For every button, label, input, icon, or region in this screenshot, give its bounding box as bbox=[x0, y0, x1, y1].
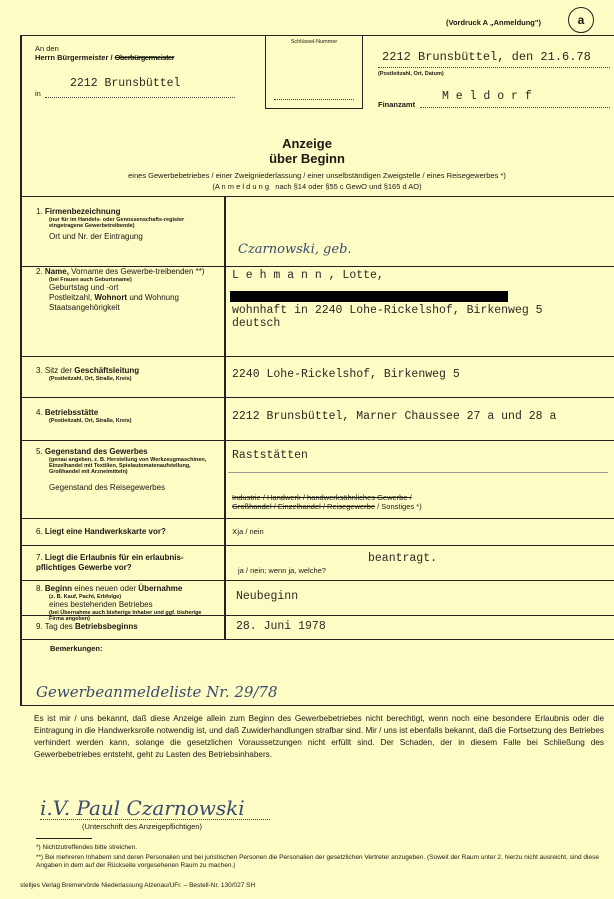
row-2-label: 2. Name, Vorname des Gewerbe-treibenden **) (bei Frauen auch Geburtsname) Geburtstag und -ort Postleitzahl, Wohnort und Wohnung Staatsangehörigkeit bbox=[36, 267, 205, 312]
an-den-label: An den bbox=[35, 44, 59, 53]
subtitle: eines Gewerbebetriebes / einer Zweigniederlassung / einer unselbständigen Zweigstelle / eines Reisegewerbes *) bbox=[128, 171, 506, 180]
redaction-bar bbox=[230, 291, 508, 302]
row-9-value[interactable]: 28. Juni 1978 bbox=[236, 620, 326, 633]
row-4-label: 4. Betriebsstätte (Postleitzahl, Ort, Straße, Kreis) bbox=[36, 408, 132, 424]
legal-basis: (A n m e l d u n g nach §14 oder §55 c GewO und §165 d AO) bbox=[212, 182, 422, 191]
declaration-text: Es ist mir / uns bekannt, daß diese Anzeige allein zum Beginn des Gewerbebetriebes nicht berechtigt, wenn noch eine besondere Erlaubnis oder die Eintragung in die Handwerksrolle notwendig ist, und daß Zuwiderhandlungen strafbar sind. Mir / uns ist ebenfalls bekannt, daß die Fortsetzung des Betriebes verhindert werden kann, solange die gesetzlichen Voraussetzungen nicht erfüllt sind. Der Schaden, der in diesem Falle bei Schließung des Gewerbebetriebes entsteht, geht zu Lasten des Betriebsinhabers. bbox=[34, 714, 604, 759]
in-value[interactable]: 2212 Brunsbüttel bbox=[70, 77, 181, 90]
row-2-hand-note: Czarnowski, geb. bbox=[238, 242, 352, 257]
row-2-name-value[interactable]: L e h m a n n , Lotte, bbox=[232, 269, 384, 282]
row-2-address-value[interactable]: wohnhaft in 2240 Lohe-Rickelshof, Birkenweg 5 bbox=[232, 304, 543, 317]
row-7-options: ja / nein; wenn ja, welche? bbox=[238, 566, 326, 575]
row-6-value: xja / nein bbox=[232, 527, 264, 537]
row-2-nationality-value[interactable]: deutsch bbox=[232, 317, 281, 330]
row-5-label: 5. Gegenstand des Gewerbes (genau angeben, z. B. Herstellung von Werkzeugmaschinen, Einzelhandel mit Textilien, Spielautomatenaufstellung, Großhandel mit Arzneimitteln) Gegenstand des Reisegewerbes bbox=[36, 447, 207, 492]
publisher-line: stelljes Verlag Bremervörde Niederlassung Alzenau/UFr. – Bestell-Nr. 130/027 SH bbox=[20, 882, 256, 889]
footnote-1: *) Nichtzutreffendes bitte streichen. bbox=[36, 844, 138, 851]
row-6-label: 6. Liegt eine Handwerkskarte vor? bbox=[36, 527, 166, 536]
signature[interactable]: i.V. Paul Czarnowski bbox=[40, 796, 245, 820]
place-date-value[interactable]: 2212 Brunsbüttel, den 21.6.78 bbox=[382, 50, 591, 64]
row-4-value[interactable]: 2212 Brunsbüttel, Marner Chaussee 27 a und 28 a bbox=[232, 410, 557, 423]
schluessel-label: Schlüssel-Nummer bbox=[290, 39, 338, 45]
form-label: (Vordruck A „Anmeldung") bbox=[446, 18, 541, 27]
addressee: Herrn Bürgermeister / Oberbürgermeister bbox=[35, 53, 175, 62]
row-3-label: 3. Sitz der Geschäftsleitung (Postleitzahl, Ort, Straße, Kreis) bbox=[36, 366, 140, 382]
finanzamt-label: Finanzamt bbox=[378, 100, 416, 109]
in-label: in bbox=[35, 89, 41, 98]
place-date-label: (Postleitzahl, Ort, Datum) bbox=[378, 71, 444, 77]
footnote-2: **) Bei mehreren Inhabern sind deren Personalien und bei juristischen Personen die Personalien der gesetzlichen Vertreter anzugeben. (Soweit der Raum unter 2. hierzu nicht ausreicht, sind diese Angaben in dem auf der Rückseite vorgesehenen Raum zu machen.) bbox=[36, 854, 599, 869]
row-7-value[interactable]: beantragt. bbox=[368, 552, 438, 565]
row-3-value[interactable]: 2240 Lohe-Rickelshof, Birkenweg 5 bbox=[232, 368, 460, 381]
row-1-label: 1. Firmenbezeichnung (nur für im Handels- oder Genossenschafts-register eingetragene Gewerbetreibende) Ort und Nr. der Eintragung bbox=[36, 207, 185, 241]
row-9-label: 9. Tag des Betriebsbeginns bbox=[36, 622, 138, 631]
title-line1: Anzeige bbox=[282, 136, 332, 151]
form-letter-badge: a bbox=[568, 7, 594, 33]
row-8-label: 8. Beginn eines neuen oder Übernahme (z. B. Kauf, Pacht, Erbfolge) eines bestehenden Betriebes (bei Übernahme auch bisherige Inhaber und ggf. bisherige Firma angeben) bbox=[36, 584, 202, 622]
row-8-value[interactable]: Neubeginn bbox=[236, 590, 299, 603]
row-5-value[interactable]: Raststätten bbox=[232, 449, 308, 462]
remarks-hand-value[interactable]: Gewerbeanmeldeliste Nr. 29/78 bbox=[36, 683, 278, 701]
signature-label: (Unterschrift des Anzeigepflichtigen) bbox=[82, 822, 203, 831]
row-7-label: 7. Liegt die Erlaubnis für ein erlaubnis-pflichtiges Gewerbe vor? bbox=[36, 553, 184, 572]
finanzamt-value[interactable]: M e l d o r f bbox=[442, 90, 532, 103]
reisegewerbe-options: Industrie / Handwerk / handwerksähnliches Gewerbe / Großhandel / Einzelhandel / Reisegewerbe / Sonstiges *) bbox=[232, 493, 422, 511]
remarks-label: Bemerkungen: bbox=[50, 644, 103, 653]
schluessel-nummer-box[interactable] bbox=[265, 35, 363, 109]
title-line2: über Beginn bbox=[269, 151, 345, 166]
